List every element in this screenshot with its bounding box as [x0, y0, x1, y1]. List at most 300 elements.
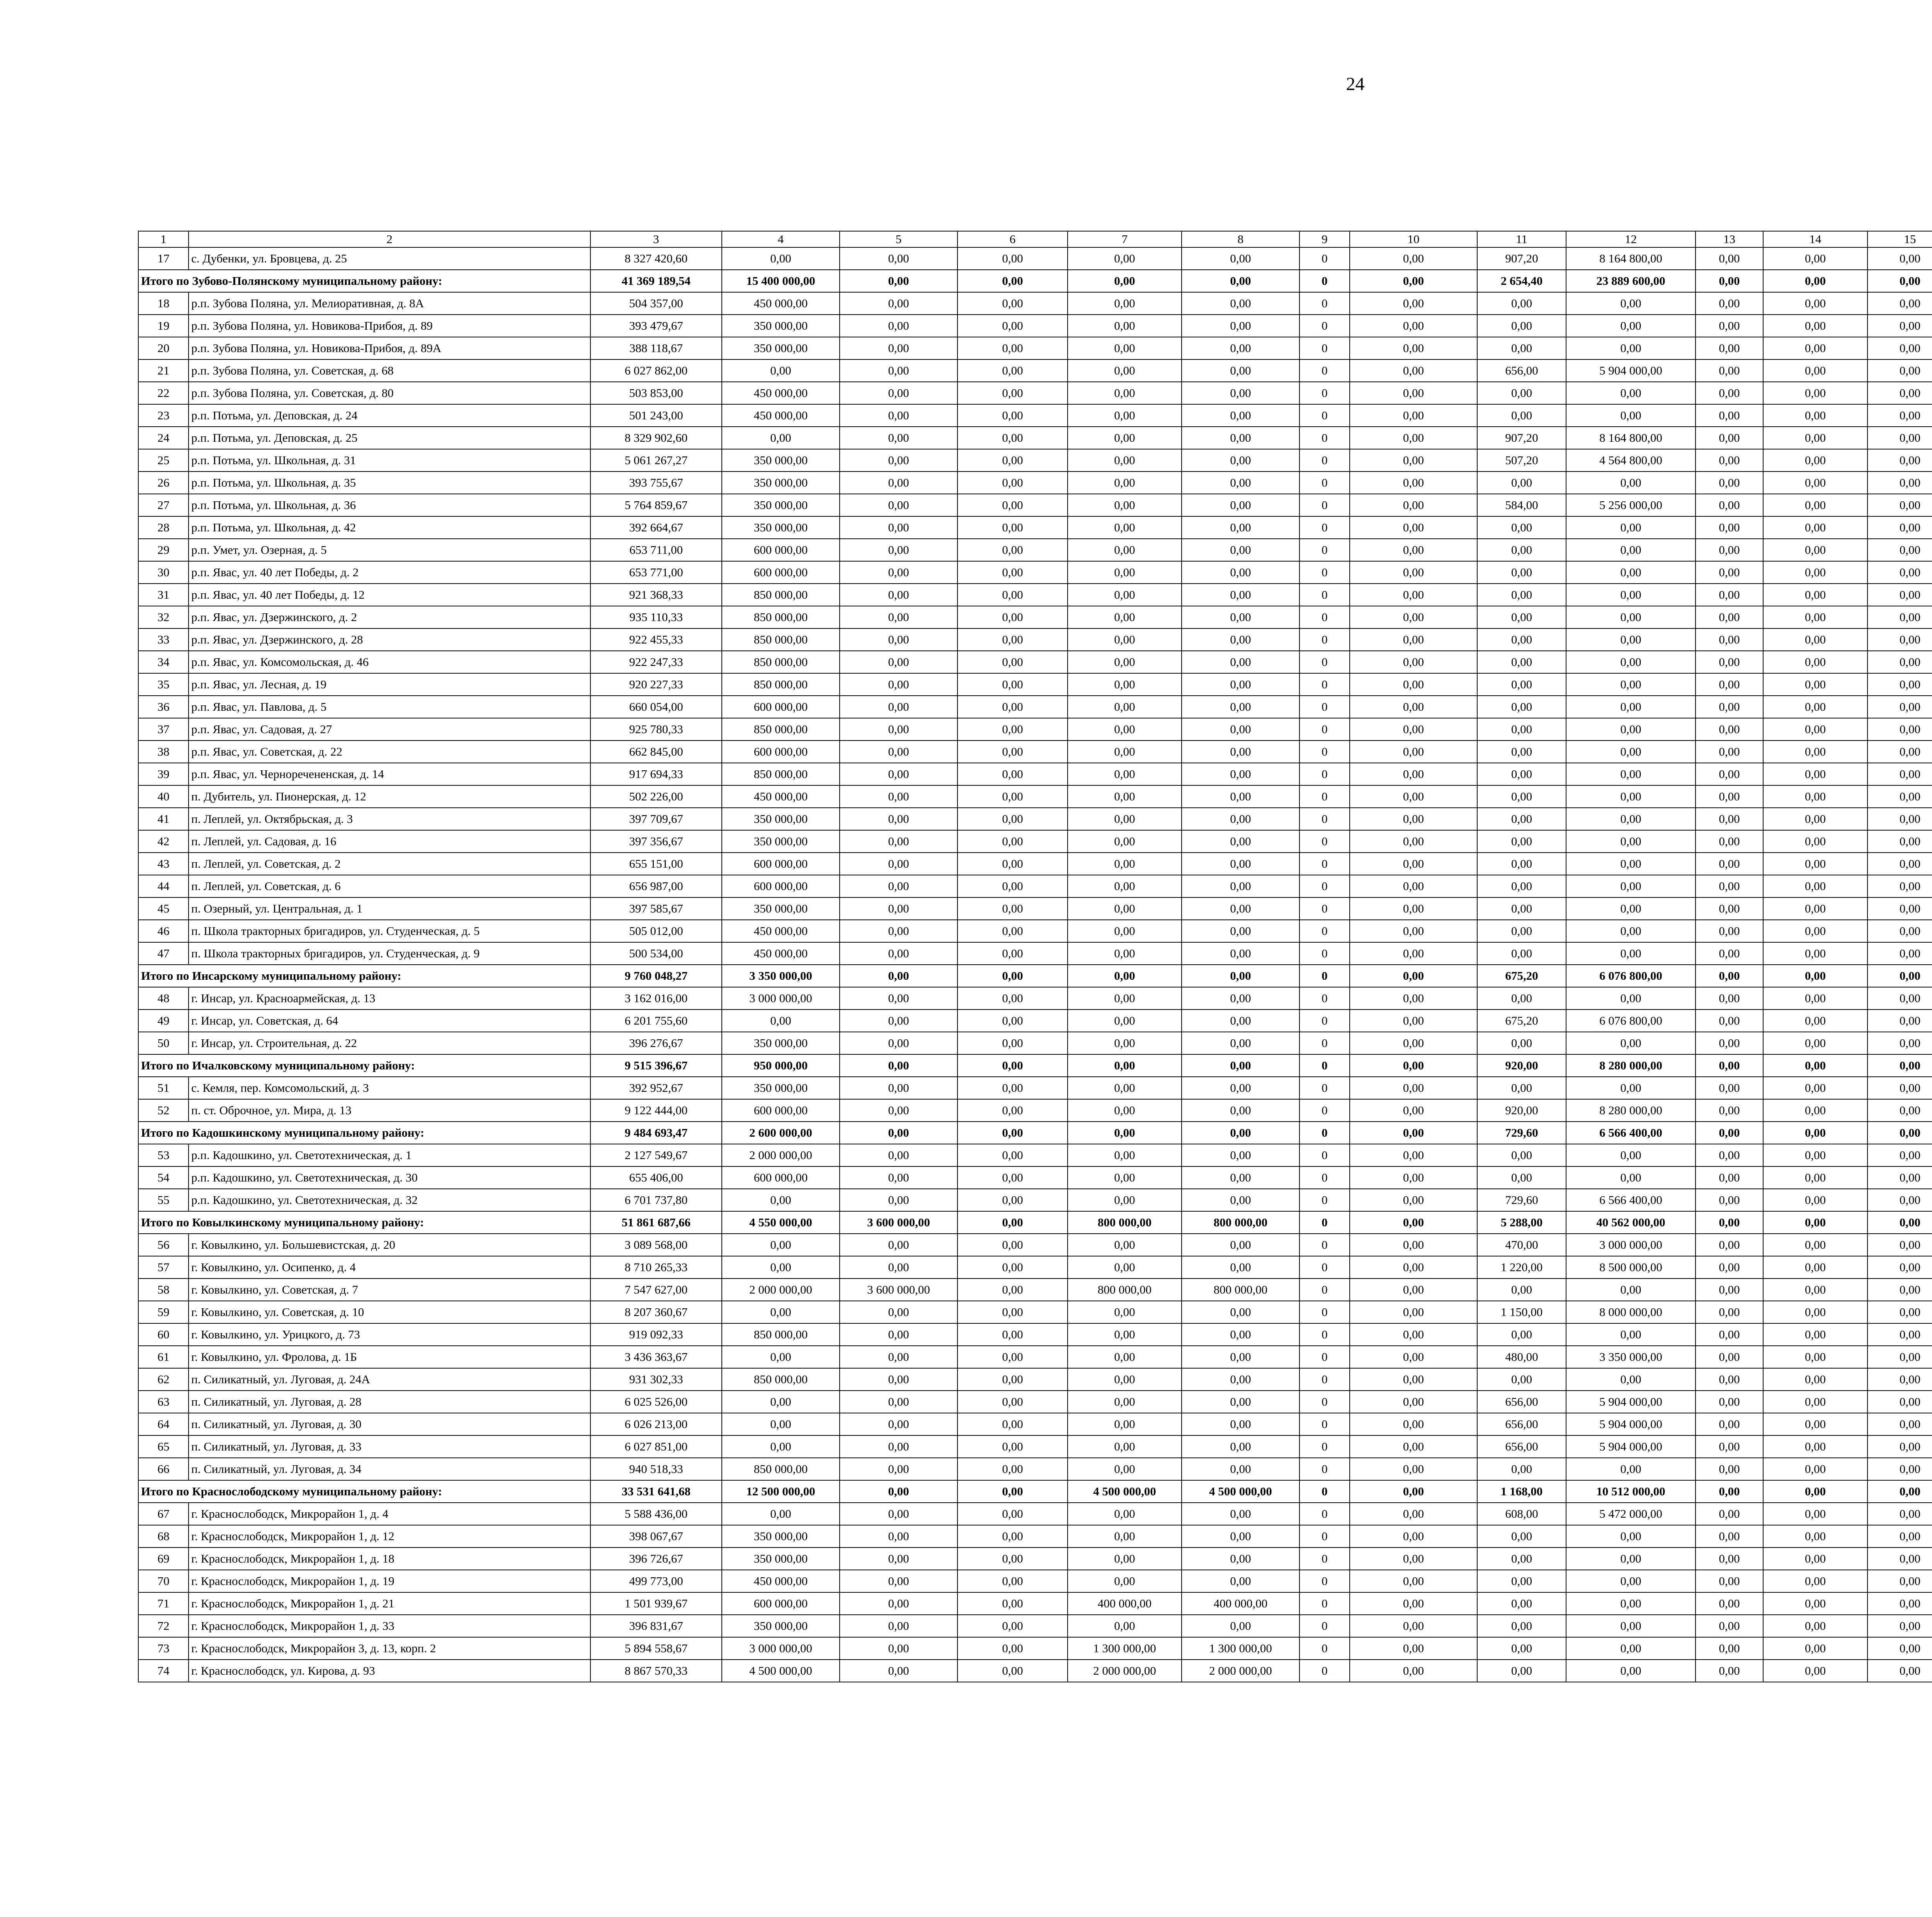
- value-cell: 0,00: [1867, 292, 1932, 315]
- value-cell: 0,00: [1477, 337, 1566, 359]
- value-cell: 5 764 859,67: [590, 494, 722, 516]
- value-cell: 0,00: [1566, 539, 1696, 561]
- value-cell: 0,00: [957, 1077, 1068, 1099]
- value-cell: 350 000,00: [722, 830, 840, 853]
- value-cell: 0: [1299, 1166, 1350, 1189]
- table-row: [138, 853, 1932, 875]
- value-cell: 2 127 549,67: [590, 1144, 722, 1166]
- value-cell: 0,00: [1068, 1570, 1182, 1592]
- value-cell: 3 000 000,00: [722, 987, 840, 1010]
- row-number: 36: [138, 696, 189, 718]
- value-cell: 0: [1299, 741, 1350, 763]
- table-row: [138, 315, 1932, 337]
- value-cell: 0,00: [1566, 561, 1696, 584]
- value-cell: 0,00: [1696, 427, 1763, 449]
- value-cell: 0,00: [1068, 1256, 1182, 1279]
- row-number: 25: [138, 449, 189, 472]
- value-cell: 0,00: [1566, 987, 1696, 1010]
- value-cell: 0,00: [1182, 875, 1299, 897]
- value-cell: 0,00: [957, 382, 1068, 404]
- value-cell: 0,00: [957, 359, 1068, 382]
- column-number: 6: [957, 231, 1068, 247]
- value-cell: 600 000,00: [722, 875, 840, 897]
- value-cell: 0,00: [1350, 920, 1477, 942]
- value-cell: 4 500 000,00: [722, 1660, 840, 1682]
- value-cell: 0,00: [1350, 584, 1477, 606]
- value-cell: 0: [1299, 382, 1350, 404]
- value-cell: 0,00: [1867, 897, 1932, 920]
- value-cell: 655 406,00: [590, 1166, 722, 1189]
- value-cell: 3 162 016,00: [590, 987, 722, 1010]
- value-cell: 0,00: [1867, 628, 1932, 651]
- value-cell: 350 000,00: [722, 1615, 840, 1637]
- value-cell: 0,00: [1182, 584, 1299, 606]
- value-cell: 0: [1299, 1211, 1350, 1234]
- value-cell: 850 000,00: [722, 763, 840, 785]
- value-cell: 0,00: [1350, 539, 1477, 561]
- value-cell: 0,00: [1350, 1256, 1477, 1279]
- row-number: 62: [138, 1368, 189, 1391]
- value-cell: 800 000,00: [1182, 1211, 1299, 1234]
- value-cell: 0,00: [1068, 1144, 1182, 1166]
- value-cell: 0,00: [1182, 1256, 1299, 1279]
- row-number: 59: [138, 1301, 189, 1323]
- table-body: [138, 231, 1932, 1682]
- value-cell: 0,00: [1566, 696, 1696, 718]
- value-cell: 0,00: [1182, 561, 1299, 584]
- address-cell: р.п. Явас, ул. 40 лет Победы, д. 12: [189, 584, 590, 606]
- value-cell: 0,00: [1566, 472, 1696, 494]
- value-cell: 0,00: [1068, 1054, 1182, 1077]
- value-cell: 0,00: [1867, 830, 1932, 853]
- row-number: 54: [138, 1166, 189, 1189]
- value-cell: 0,00: [1867, 875, 1932, 897]
- value-cell: 8 329 902,60: [590, 427, 722, 449]
- value-cell: 0,00: [1763, 942, 1867, 965]
- value-cell: 0,00: [840, 920, 957, 942]
- address-cell: р.п. Явас, ул. Лесная, д. 19: [189, 673, 590, 696]
- address-cell: г. Краснослободск, Микрорайон 1, д. 18: [189, 1548, 590, 1570]
- value-cell: 0,00: [1696, 1144, 1763, 1166]
- value-cell: 0,00: [1182, 247, 1299, 270]
- value-cell: 0,00: [1867, 1391, 1932, 1413]
- value-cell: 504 357,00: [590, 292, 722, 315]
- value-cell: 0,00: [840, 472, 957, 494]
- value-cell: 0,00: [1763, 830, 1867, 853]
- value-cell: 0,00: [1566, 920, 1696, 942]
- value-cell: 0,00: [1068, 920, 1182, 942]
- value-cell: 23 889 600,00: [1566, 270, 1696, 292]
- value-cell: 0,00: [1566, 718, 1696, 741]
- value-cell: 5 894 558,67: [590, 1637, 722, 1660]
- district-total-row: [138, 1211, 1932, 1234]
- value-cell: 0,00: [840, 1323, 957, 1346]
- value-cell: 0,00: [1477, 741, 1566, 763]
- value-cell: 0,00: [1696, 1301, 1763, 1323]
- value-cell: 608,00: [1477, 1503, 1566, 1525]
- value-cell: 0,00: [1566, 1660, 1696, 1682]
- address-cell: р.п. Зубова Поляна, ул. Новикова-Прибоя, д. 89: [189, 315, 590, 337]
- row-number: 49: [138, 1010, 189, 1032]
- row-number: 17: [138, 247, 189, 270]
- value-cell: 0,00: [1566, 1368, 1696, 1391]
- value-cell: 0,00: [1477, 1144, 1566, 1166]
- row-number: 60: [138, 1323, 189, 1346]
- value-cell: 0,00: [1182, 942, 1299, 965]
- address-cell: п. Силикатный, ул. Луговая, д. 30: [189, 1413, 590, 1435]
- value-cell: 0,00: [1763, 561, 1867, 584]
- value-cell: 0,00: [957, 696, 1068, 718]
- row-number: 26: [138, 472, 189, 494]
- value-cell: 0,00: [1350, 494, 1477, 516]
- value-cell: 0,00: [1696, 1323, 1763, 1346]
- value-cell: 0,00: [1068, 1166, 1182, 1189]
- value-cell: 0,00: [1867, 449, 1932, 472]
- value-cell: 0: [1299, 1548, 1350, 1570]
- value-cell: 0,00: [1867, 1211, 1932, 1234]
- table-row: [138, 1503, 1932, 1525]
- value-cell: 0,00: [1182, 1166, 1299, 1189]
- value-cell: 0,00: [1477, 942, 1566, 965]
- value-cell: 0,00: [1566, 1077, 1696, 1099]
- value-cell: 3 436 363,67: [590, 1346, 722, 1368]
- value-cell: 0: [1299, 651, 1350, 673]
- value-cell: 0: [1299, 1346, 1350, 1368]
- value-cell: 0,00: [1350, 942, 1477, 965]
- row-number: 24: [138, 427, 189, 449]
- value-cell: 0,00: [1867, 606, 1932, 628]
- value-cell: 0,00: [1477, 1458, 1566, 1480]
- value-cell: 0,00: [1696, 785, 1763, 808]
- value-cell: 0,00: [1182, 1077, 1299, 1099]
- value-cell: 0,00: [1867, 1480, 1932, 1503]
- value-cell: 0,00: [1867, 1615, 1932, 1637]
- value-cell: 0,00: [1763, 1010, 1867, 1032]
- value-cell: 350 000,00: [722, 1548, 840, 1570]
- value-cell: 0,00: [1068, 1615, 1182, 1637]
- value-cell: 0,00: [957, 1301, 1068, 1323]
- value-cell: 396 276,67: [590, 1032, 722, 1054]
- value-cell: 0,00: [1182, 897, 1299, 920]
- value-cell: 0,00: [1696, 763, 1763, 785]
- table-row: [138, 628, 1932, 651]
- district-total-row: [138, 1480, 1932, 1503]
- value-cell: 0,00: [1696, 673, 1763, 696]
- row-number: 30: [138, 561, 189, 584]
- value-cell: 0,00: [1696, 1480, 1763, 1503]
- value-cell: 0,00: [1182, 494, 1299, 516]
- value-cell: 0,00: [1350, 875, 1477, 897]
- table-row: [138, 1099, 1932, 1122]
- table-row: [138, 337, 1932, 359]
- value-cell: 0,00: [957, 1525, 1068, 1548]
- value-cell: 0,00: [840, 673, 957, 696]
- value-cell: 0,00: [1867, 561, 1932, 584]
- value-cell: 0,00: [957, 584, 1068, 606]
- value-cell: 0,00: [722, 1435, 840, 1458]
- value-cell: 6 566 400,00: [1566, 1122, 1696, 1144]
- table-row: [138, 606, 1932, 628]
- value-cell: 0,00: [1867, 1435, 1932, 1458]
- address-cell: р.п. Потьма, ул. Школьная, д. 31: [189, 449, 590, 472]
- address-cell: п. Леплей, ул. Советская, д. 2: [189, 853, 590, 875]
- table-row: [138, 382, 1932, 404]
- value-cell: 0,00: [1350, 1480, 1477, 1503]
- value-cell: 0,00: [1350, 1166, 1477, 1189]
- value-cell: 0: [1299, 696, 1350, 718]
- value-cell: 0,00: [722, 359, 840, 382]
- value-cell: 0: [1299, 897, 1350, 920]
- value-cell: 0,00: [1350, 247, 1477, 270]
- value-cell: 0,00: [957, 920, 1068, 942]
- value-cell: 0,00: [1763, 539, 1867, 561]
- address-cell: г. Ковылкино, ул. Большевистская, д. 20: [189, 1234, 590, 1256]
- value-cell: 920,00: [1477, 1099, 1566, 1122]
- value-cell: 0,00: [1763, 1525, 1867, 1548]
- address-cell: р.п. Явас, ул. Павлова, д. 5: [189, 696, 590, 718]
- value-cell: 0,00: [1696, 1234, 1763, 1256]
- value-cell: 0,00: [1867, 1637, 1932, 1660]
- value-cell: 0,00: [957, 1144, 1068, 1166]
- table-row: [138, 1637, 1932, 1660]
- value-cell: 0,00: [1763, 1368, 1867, 1391]
- value-cell: 907,20: [1477, 427, 1566, 449]
- value-cell: 0,00: [957, 785, 1068, 808]
- value-cell: 350 000,00: [722, 449, 840, 472]
- value-cell: 0,00: [1068, 404, 1182, 427]
- value-cell: 0,00: [957, 628, 1068, 651]
- value-cell: 0,00: [1566, 1637, 1696, 1660]
- value-cell: 0,00: [1350, 1637, 1477, 1660]
- value-cell: 600 000,00: [722, 1592, 840, 1615]
- value-cell: 0,00: [1566, 741, 1696, 763]
- value-cell: 931 302,33: [590, 1368, 722, 1391]
- value-cell: 0,00: [840, 1548, 957, 1570]
- address-cell: р.п. Зубова Поляна, ул. Советская, д. 68: [189, 359, 590, 382]
- value-cell: 0,00: [957, 1660, 1068, 1682]
- value-cell: 0,00: [1182, 1503, 1299, 1525]
- row-number: 41: [138, 808, 189, 830]
- value-cell: 0,00: [1763, 1234, 1867, 1256]
- value-cell: 0,00: [840, 763, 957, 785]
- value-cell: 0,00: [1350, 561, 1477, 584]
- value-cell: 0,00: [957, 315, 1068, 337]
- value-cell: 0,00: [1566, 606, 1696, 628]
- value-cell: 0,00: [1763, 1503, 1867, 1525]
- value-cell: 0,00: [957, 1480, 1068, 1503]
- value-cell: 0,00: [840, 606, 957, 628]
- row-number: 35: [138, 673, 189, 696]
- value-cell: 0,00: [1477, 292, 1566, 315]
- value-cell: 0,00: [1182, 1458, 1299, 1480]
- value-cell: 0,00: [1696, 1122, 1763, 1144]
- row-number: 20: [138, 337, 189, 359]
- value-cell: 0,00: [1182, 1391, 1299, 1413]
- value-cell: 0,00: [840, 1166, 957, 1189]
- value-cell: 653 771,00: [590, 561, 722, 584]
- value-cell: 0,00: [840, 1413, 957, 1435]
- value-cell: 0,00: [1867, 1592, 1932, 1615]
- value-cell: 0,00: [1477, 808, 1566, 830]
- table-row: [138, 718, 1932, 741]
- table-row: [138, 808, 1932, 830]
- value-cell: 505 012,00: [590, 920, 722, 942]
- value-cell: 0,00: [1696, 292, 1763, 315]
- value-cell: 0: [1299, 763, 1350, 785]
- address-cell: г. Ковылкино, ул. Фролова, д. 1Б: [189, 1346, 590, 1368]
- value-cell: 600 000,00: [722, 1166, 840, 1189]
- value-cell: 0,00: [1566, 1458, 1696, 1480]
- value-cell: 0: [1299, 1570, 1350, 1592]
- value-cell: 0,00: [1477, 987, 1566, 1010]
- value-cell: 0,00: [1350, 1592, 1477, 1615]
- value-cell: 0,00: [1068, 1458, 1182, 1480]
- value-cell: 0,00: [957, 1592, 1068, 1615]
- value-cell: 0: [1299, 920, 1350, 942]
- value-cell: 0,00: [1350, 651, 1477, 673]
- value-cell: 0,00: [957, 673, 1068, 696]
- value-cell: 0,00: [1696, 1054, 1763, 1077]
- value-cell: 0,00: [1182, 1548, 1299, 1570]
- value-cell: 0,00: [1068, 1010, 1182, 1032]
- table-row: [138, 942, 1932, 965]
- value-cell: 919 092,33: [590, 1323, 722, 1346]
- value-cell: 0,00: [1867, 584, 1932, 606]
- row-number: 67: [138, 1503, 189, 1525]
- value-cell: 0,00: [1566, 1323, 1696, 1346]
- value-cell: 5 288,00: [1477, 1211, 1566, 1234]
- value-cell: 0,00: [840, 830, 957, 853]
- value-cell: 0,00: [1763, 1391, 1867, 1413]
- value-cell: 0,00: [840, 942, 957, 965]
- value-cell: 0,00: [1867, 763, 1932, 785]
- value-cell: 0,00: [1182, 1301, 1299, 1323]
- value-cell: 499 773,00: [590, 1570, 722, 1592]
- address-cell: р.п. Явас, ул. Черноречененская, д. 14: [189, 763, 590, 785]
- value-cell: 0,00: [957, 539, 1068, 561]
- value-cell: 0,00: [1350, 1503, 1477, 1525]
- value-cell: 0: [1299, 853, 1350, 875]
- row-number: 32: [138, 606, 189, 628]
- address-cell: р.п. Зубова Поляна, ул. Советская, д. 80: [189, 382, 590, 404]
- value-cell: 0,00: [1763, 1413, 1867, 1435]
- value-cell: 0,00: [1763, 404, 1867, 427]
- value-cell: 0,00: [1763, 1548, 1867, 1570]
- value-cell: 0,00: [1068, 785, 1182, 808]
- value-cell: 0: [1299, 718, 1350, 741]
- value-cell: 0,00: [1068, 472, 1182, 494]
- value-cell: 0,00: [1182, 1032, 1299, 1054]
- value-cell: 8 280 000,00: [1566, 1099, 1696, 1122]
- value-cell: 0,00: [1182, 270, 1299, 292]
- value-cell: 0,00: [957, 808, 1068, 830]
- value-cell: 0,00: [1867, 1122, 1932, 1144]
- value-cell: 0,00: [1867, 1570, 1932, 1592]
- value-cell: 850 000,00: [722, 1368, 840, 1391]
- value-cell: 0,00: [1867, 404, 1932, 427]
- value-cell: 0,00: [1350, 1368, 1477, 1391]
- value-cell: 0,00: [1182, 1346, 1299, 1368]
- value-cell: 0,00: [1477, 1548, 1566, 1570]
- value-cell: 0,00: [1477, 1032, 1566, 1054]
- value-cell: 0,00: [1696, 270, 1763, 292]
- value-cell: 0,00: [1867, 1279, 1932, 1301]
- table-row: [138, 920, 1932, 942]
- value-cell: 0,00: [1182, 1368, 1299, 1391]
- table-row: [138, 449, 1932, 472]
- value-cell: 12 500 000,00: [722, 1480, 840, 1503]
- value-cell: 0,00: [957, 897, 1068, 920]
- value-cell: 0,00: [840, 651, 957, 673]
- value-cell: 0,00: [1867, 1413, 1932, 1435]
- value-cell: 0,00: [1182, 920, 1299, 942]
- value-cell: 0,00: [1182, 359, 1299, 382]
- value-cell: 0,00: [840, 1480, 957, 1503]
- value-cell: 0,00: [1477, 1279, 1566, 1301]
- address-cell: г. Ковылкино, ул. Советская, д. 7: [189, 1279, 590, 1301]
- value-cell: 350 000,00: [722, 494, 840, 516]
- value-cell: 0: [1299, 606, 1350, 628]
- row-number: 70: [138, 1570, 189, 1592]
- value-cell: 0: [1299, 1480, 1350, 1503]
- value-cell: 393 479,67: [590, 315, 722, 337]
- row-number: 46: [138, 920, 189, 942]
- value-cell: 0,00: [1350, 382, 1477, 404]
- value-cell: 6 027 862,00: [590, 359, 722, 382]
- value-cell: 0,00: [840, 584, 957, 606]
- value-cell: 5 904 000,00: [1566, 1391, 1696, 1413]
- value-cell: 0,00: [1182, 382, 1299, 404]
- value-cell: 850 000,00: [722, 1323, 840, 1346]
- value-cell: 0: [1299, 1525, 1350, 1548]
- value-cell: 0,00: [1867, 718, 1932, 741]
- value-cell: 0,00: [1477, 1615, 1566, 1637]
- value-cell: 0,00: [1068, 315, 1182, 337]
- value-cell: 0: [1299, 1144, 1350, 1166]
- value-cell: 0,00: [1566, 1548, 1696, 1570]
- value-cell: 0,00: [840, 1099, 957, 1122]
- value-cell: 729,60: [1477, 1189, 1566, 1211]
- value-cell: 0,00: [1763, 965, 1867, 987]
- value-cell: 0,00: [957, 1010, 1068, 1032]
- value-cell: 0,00: [1763, 427, 1867, 449]
- value-cell: 0,00: [1350, 696, 1477, 718]
- value-cell: 0,00: [840, 1660, 957, 1682]
- table-row: [138, 494, 1932, 516]
- value-cell: 0,00: [1068, 561, 1182, 584]
- value-cell: 0,00: [1763, 1660, 1867, 1682]
- value-cell: 8 164 800,00: [1566, 247, 1696, 270]
- column-number: 14: [1763, 231, 1867, 247]
- value-cell: 0,00: [1696, 875, 1763, 897]
- value-cell: 0,00: [1477, 516, 1566, 539]
- value-cell: 600 000,00: [722, 853, 840, 875]
- value-cell: 0,00: [1566, 1032, 1696, 1054]
- value-cell: 0,00: [1696, 1503, 1763, 1525]
- value-cell: 0,00: [957, 1054, 1068, 1077]
- value-cell: 0,00: [957, 875, 1068, 897]
- value-cell: 0,00: [1068, 337, 1182, 359]
- value-cell: 0,00: [840, 696, 957, 718]
- value-cell: 850 000,00: [722, 1458, 840, 1480]
- value-cell: 0,00: [1350, 516, 1477, 539]
- value-cell: 0,00: [957, 1368, 1068, 1391]
- value-cell: 503 853,00: [590, 382, 722, 404]
- value-cell: 0,00: [1566, 516, 1696, 539]
- value-cell: 0,00: [1566, 875, 1696, 897]
- value-cell: 0,00: [957, 561, 1068, 584]
- value-cell: 0,00: [957, 472, 1068, 494]
